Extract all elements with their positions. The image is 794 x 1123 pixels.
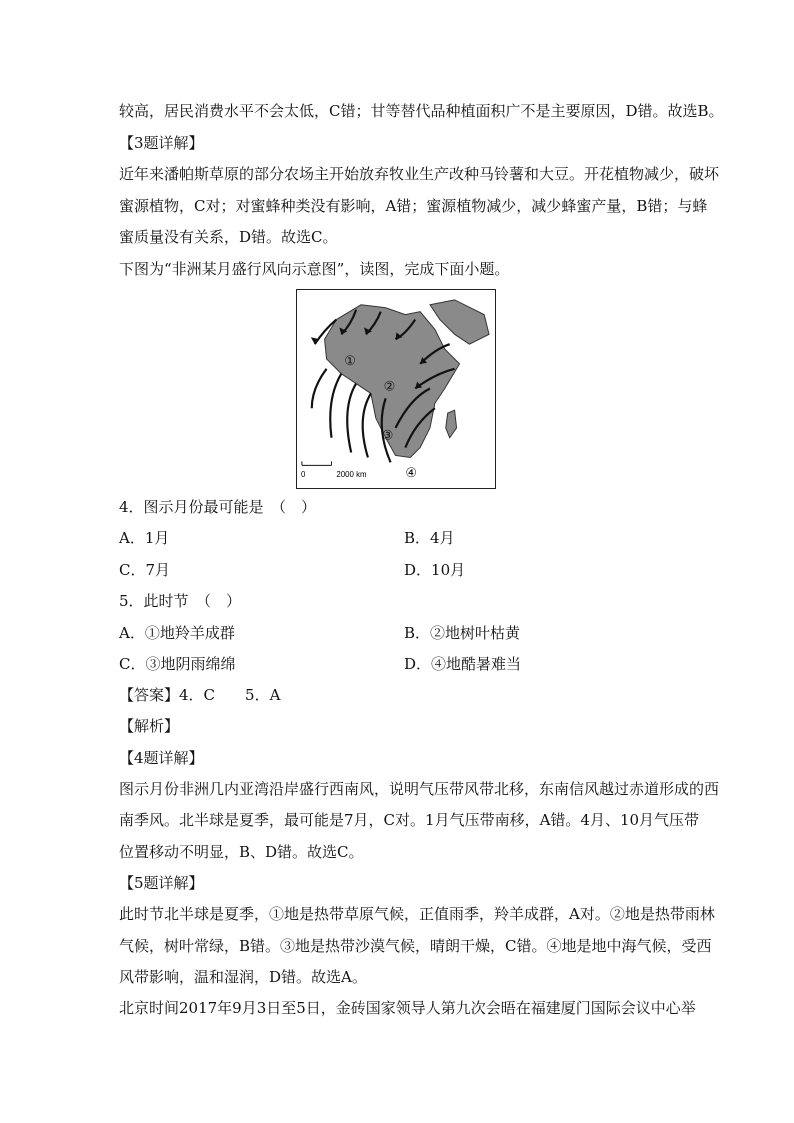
text-line: 位置移动不明显，B、D错。故选C。 [119,843,364,861]
option-5c: C．③地阴雨绵绵 [119,655,236,673]
answer-line: 【答案】4．C 5．A [119,686,281,704]
option-5a: A．①地羚羊成群 [119,624,235,642]
section-heading: 【3题详解】 [119,134,204,152]
text-line: 较高，居民消费水平不会太低，C错；甘等替代品种植面积广不是主要原因，D错。故选B。 [119,102,724,120]
option-4b: B．4月 [404,529,455,547]
madagascar-land [446,410,457,438]
option-4a: A．1月 [119,529,170,547]
text-line: 蜜质量没有关系，D错。故选C。 [119,228,338,246]
option-5b: B．②地树叶枯黄 [404,624,521,642]
option-4d: D．10月 [404,561,466,579]
text-line: 南季风。北半球是夏季，最可能是7月，C对。1月气压带南移，A错。4月、10月气压带 [119,811,700,829]
option-5d: D．④地酷暑难当 [404,655,522,673]
map-label-4: ④ [405,466,417,482]
map-label-2: ② [383,379,396,395]
text-line: 下图为“非洲某月盛行风向示意图”，读图，完成下面小题。 [119,260,510,278]
text-line: 北京时间2017年9月3日至5日，金砖国家领导人第九次会晤在福建厦门国际会议中心举 [119,999,696,1017]
map-label-3: ③ [381,428,394,444]
option-4c: C．7月 [119,561,171,579]
text-line: 气候，树叶常绿，B错。③地是热带沙漠气候，晴朗干燥，C错。④地是地中海气候，受西 [119,937,712,955]
text-line: 图示月份非洲几内亚湾沿岸盛行西南风，说明气压带风带北移，东南信风越过赤道形成的西 [119,780,720,798]
section-heading: 【4题详解】 [119,749,204,767]
map-label-1: ① [344,353,356,369]
text-line: 蜜源植物，C对；对蜜蜂种类没有影响，A错；蜜源植物减少，减少蜂蜜产量，B错；与蜂 [119,197,708,215]
text-line: 此时节北半球是夏季，①地是热带草原气候，正值雨季，羚羊成群，A对。②地是热带雨林 [119,905,715,923]
africa-wind-map [296,289,496,489]
question-4: 4．图示月份最可能是 （ ） [119,498,317,516]
text-line: 近年来潘帕斯草原的部分农场主开始放弃牧业生产改种马铃薯和大豆。开花植物减少，破坏 [119,165,720,183]
text-line: 风带影响，温和湿润，D错。故选A。 [119,968,367,986]
scale-label: 2000 km [336,470,367,480]
scale-zero: 0 [300,470,306,480]
question-5: 5．此时节 （ ） [119,592,242,610]
analysis-heading: 【解析】 [119,717,180,735]
section-heading: 【5题详解】 [119,874,204,892]
